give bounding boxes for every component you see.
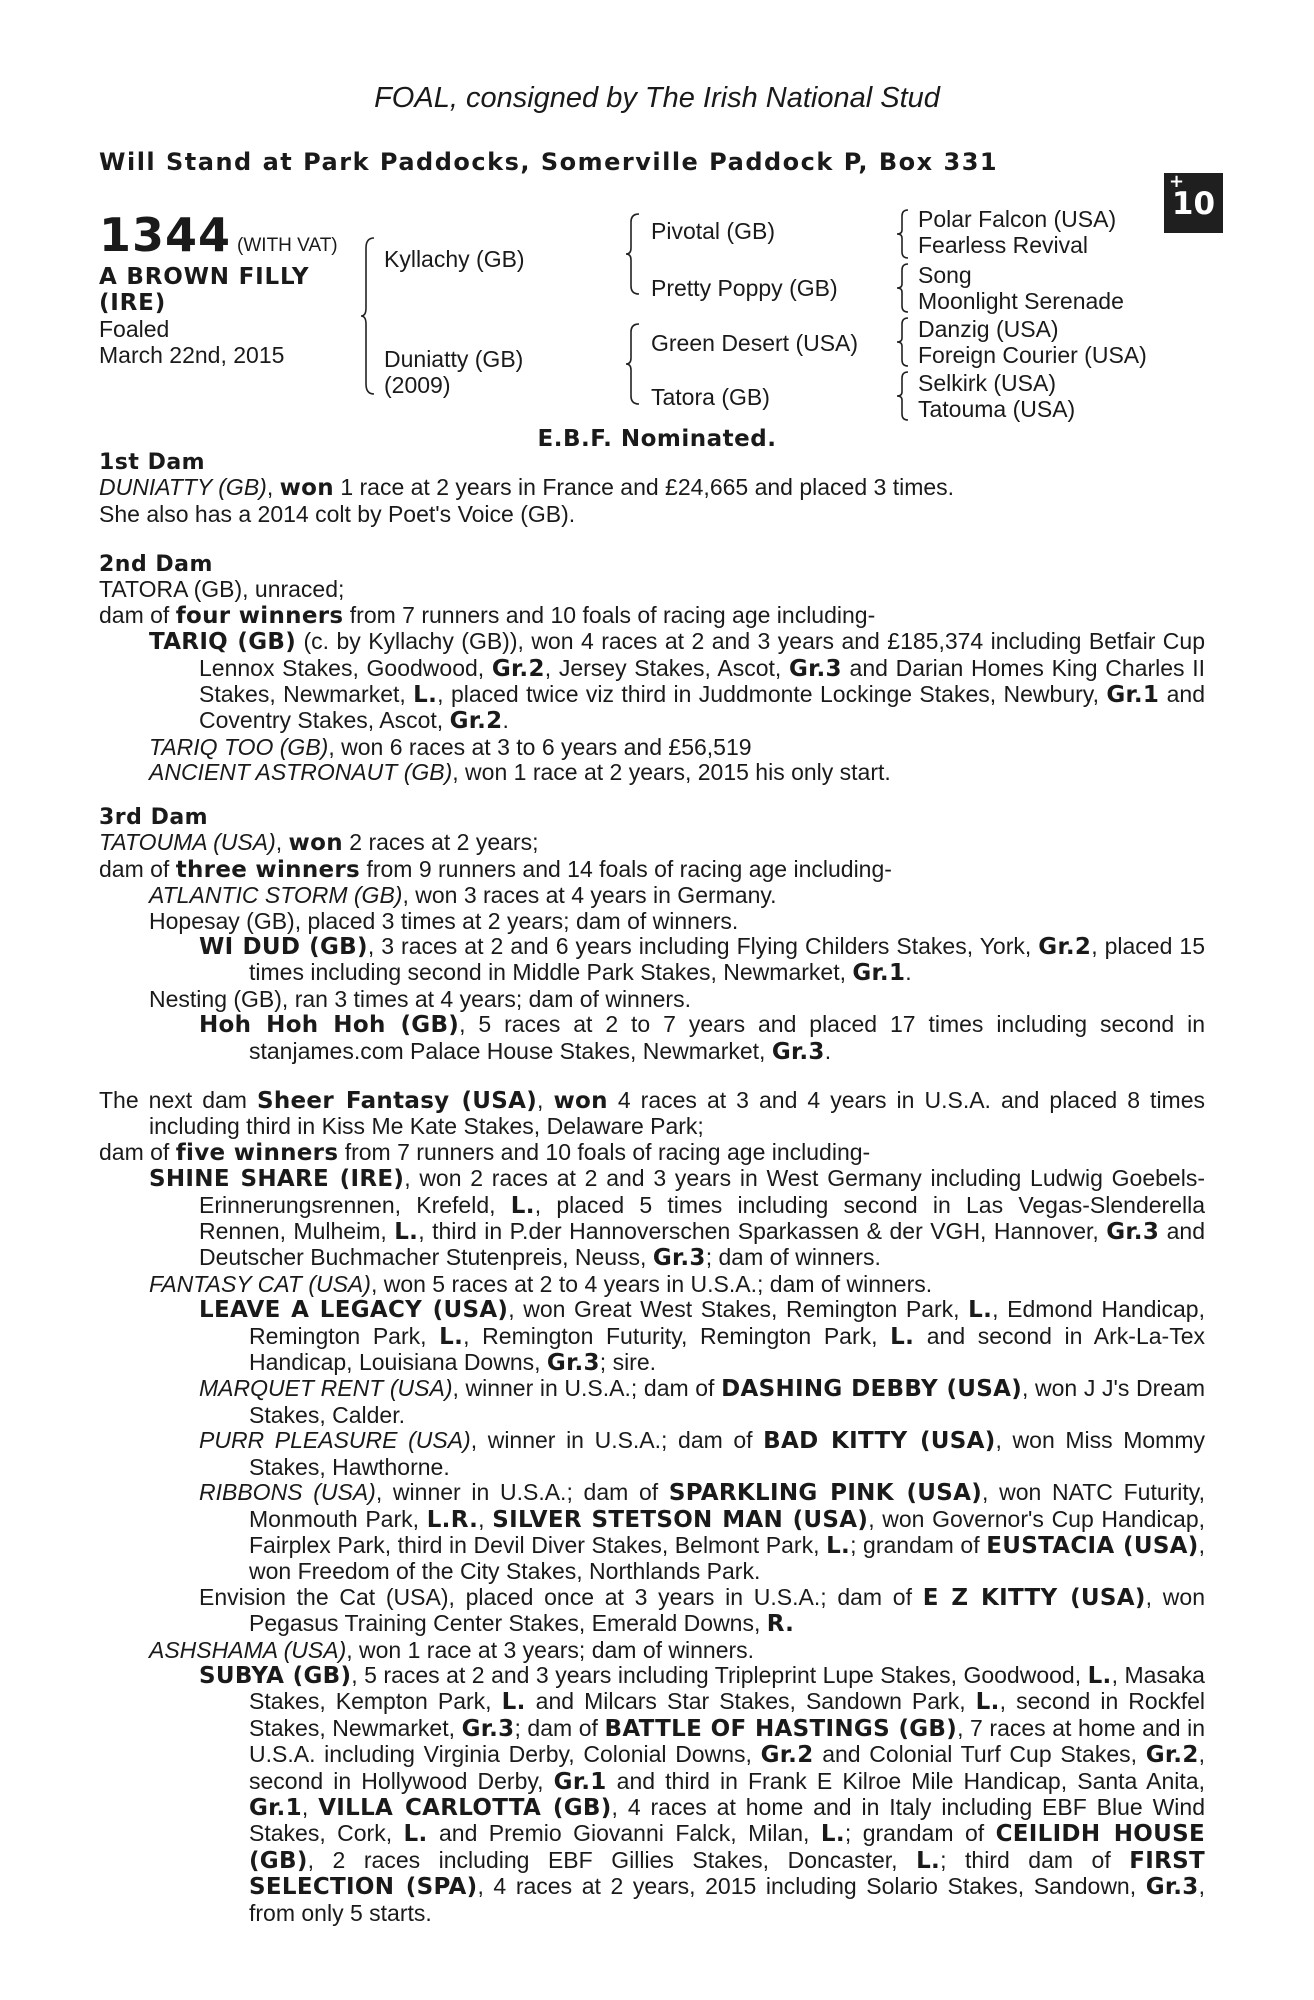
text: and Darian Homes King Charles II Stakes, Newmarket, (199, 654, 1206, 708)
text: ; dam of winners. (705, 1244, 881, 1271)
grade: Gr.3 (1145, 1874, 1199, 1901)
horse-name: CEILIDH HOUSE (GB) (249, 1821, 1205, 1874)
text: ; grandam of (850, 1531, 987, 1558)
grand-8: Tatouma (USA) (918, 396, 1076, 422)
text: , second in Hollywood Derby, (249, 1741, 1206, 1794)
text: and Premio Giovanni Falck, Milan, (427, 1820, 821, 1847)
horse-name: TARIQ (GB) (149, 629, 297, 656)
second-dam-heading: 2nd Dam (99, 552, 213, 577)
text: dam of (99, 601, 176, 628)
text: , placed 15 times including second in Middle Park Stakes, Newmarket, (249, 933, 1205, 986)
text: , Remington Futurity, Remington Park, (463, 1322, 891, 1349)
text: , won J J's Dream Stakes, Calder. (249, 1375, 1206, 1428)
sire-dam: Pretty Poppy (GB) (651, 275, 838, 301)
sex-line-2: (IRE) (99, 290, 167, 316)
lot-number: 1344 (99, 208, 232, 262)
horse-name: BATTLE OF HASTINGS (GB) (604, 1715, 958, 1742)
text: and Coventry Stakes, Ascot, (199, 681, 1205, 734)
text: , 4 races at home and in Italy including EBF Blue Wind Stakes, Cork, (249, 1793, 1205, 1847)
produce-ancient-astronaut (99, 760, 1205, 785)
text: , won 6 races at 3 to 6 years and £56,519 (328, 733, 752, 760)
horse-name: SUBYA (GB) (199, 1662, 352, 1689)
won-label: won (553, 1088, 608, 1114)
produce-ashshama (99, 1638, 1205, 1663)
winners-count: three winners (175, 856, 361, 883)
lot-number-block (99, 208, 338, 262)
pedigree-brace-6 (896, 316, 912, 368)
text: , (301, 1793, 319, 1820)
text: , 5 races at 2 and 3 years including Tripleprint Lupe Stakes, Goodwood, (351, 1661, 1088, 1688)
text: and Deutscher Buchmacher Stutenpreis, Neuss, (199, 1218, 1205, 1271)
horse-name: PURR PLEASURE (USA) (199, 1427, 471, 1454)
won-label: won (288, 830, 343, 857)
sire-name: Kyllachy (GB) (384, 246, 525, 272)
listed-restricted: L.R. (426, 1506, 479, 1533)
third-dam-line-2 (99, 857, 1205, 883)
text: , 3 races at 2 and 6 years including Flying Childers Stakes, York, (367, 933, 1039, 960)
listed: L. (890, 1323, 915, 1350)
first-dam-heading: 1st Dam (99, 450, 206, 475)
listed: L. (394, 1219, 419, 1246)
produce-ribbons (99, 1480, 1205, 1585)
grade: Gr.2 (449, 708, 503, 735)
grand-2: Fearless Revival (918, 232, 1088, 258)
horse-name: ASHSHAMA (USA) (149, 1636, 347, 1663)
text: from 7 runners and 10 foals of racing age including- (338, 1138, 871, 1165)
pedigree-brace-4 (896, 208, 912, 260)
text: , placed 5 times including second in Las Vegas-Slenderella Rennen, Mulheim, (199, 1191, 1205, 1245)
produce-shine-share (99, 1166, 1205, 1272)
produce-tariq-too (99, 735, 1205, 760)
text: , from only 5 starts. (249, 1873, 1205, 1926)
grade: Gr.1 (1106, 682, 1160, 709)
listed: L. (510, 1192, 535, 1219)
listed: L. (975, 1689, 1000, 1716)
first-dam-line-2: She also has a 2014 colt by Poet's Voice (GB). (99, 500, 576, 527)
pedigree-brace-2 (625, 212, 645, 296)
produce-hoh-hoh-hoh (99, 1012, 1205, 1065)
horse-name: FIRST SELECTION (SPA) (249, 1847, 1205, 1901)
produce-nesting: Nesting (GB), ran 3 times at 4 years; dam of winners. (149, 985, 691, 1012)
horse-name: WI DUD (GB) (199, 934, 368, 961)
grand-1: Polar Falcon (USA) (918, 206, 1117, 232)
text: , won Miss Mommy Stakes, Hawthorne. (249, 1427, 1205, 1480)
grade: Gr.2 (491, 655, 545, 682)
grade: Gr.3 (652, 1245, 706, 1272)
foaled-label: Foaled (99, 316, 170, 342)
foaled-date: March 22nd, 2015 (99, 342, 285, 368)
text: 4 races at 3 and 4 years in U.S.A. and placed 8 times including third in Kiss Me Kate Stakes, Delaware Park; (149, 1087, 1206, 1140)
pedigree-brace-7 (896, 370, 912, 422)
text: , won Great West Stakes, Remington Park, (508, 1296, 969, 1323)
text: dam of (99, 1138, 176, 1165)
text: and second in Ark-La-Tex Handicap, Louisiana Downs, (249, 1322, 1205, 1376)
third-dam-line-1 (99, 830, 1205, 856)
lot-description (99, 264, 309, 368)
grand-4: Moonlight Serenade (918, 288, 1124, 314)
ebf-nominated: E.B.F. Nominated. (537, 426, 777, 452)
produce-tariq (99, 629, 1205, 735)
text: , third in P.der Hannoverschen Sparkassen & der VGH, Hannover, (418, 1218, 1107, 1245)
horse-name: LEAVE A LEGACY (USA) (199, 1297, 509, 1324)
text: ; third dam of (940, 1846, 1130, 1873)
produce-subya (99, 1663, 1205, 1926)
horse-name: TARIQ TOO (GB) (149, 733, 329, 760)
text: dam of (99, 855, 176, 882)
text: ; dam of (514, 1714, 605, 1741)
horse-name: VILLA CARLOTTA (GB) (318, 1794, 612, 1821)
horse-name: EUSTACIA (USA) (986, 1532, 1199, 1559)
text: , won 1 race at 2 years, 2015 his only start. (452, 759, 891, 786)
grand-5: Danzig (USA) (918, 316, 1059, 342)
text: ; sire. (599, 1349, 657, 1376)
listed: L. (826, 1532, 851, 1559)
restricted: R. (766, 1611, 795, 1638)
badge-plus: + (1169, 171, 1185, 192)
winners-count: four winners (175, 602, 344, 629)
race-record: 1 race at 2 years in France and £24,665 and placed 3 times. (333, 474, 955, 501)
text: , Jersey Stakes, Ascot, (544, 654, 789, 681)
produce-wi-dud (99, 934, 1205, 987)
grade: Gr.3 (546, 1350, 600, 1377)
text: . (824, 1037, 832, 1064)
horse-name: MARQUET RENT (USA) (199, 1375, 453, 1402)
first-dam-section (99, 450, 1205, 527)
listed: L. (403, 1821, 428, 1848)
text: , won Freedom of the City Stakes, Northlands Park. (249, 1531, 1205, 1585)
horse-name: ANCIENT ASTRONAUT (GB) (149, 759, 453, 786)
produce-purr-pleasure (99, 1428, 1205, 1480)
text: , 2 races including EBF Gillies Stakes, Doncaster, (307, 1846, 917, 1873)
dam-name: DUNIATTY (GB) (99, 474, 267, 501)
text: , winner in U.S.A.; dam of (452, 1375, 722, 1402)
produce-leave-a-legacy (99, 1297, 1205, 1376)
text: Envision the Cat (USA), placed once at 3 years in U.S.A.; dam of (199, 1583, 923, 1610)
text: and Milcars Star Stakes, Sandown Park, (525, 1688, 976, 1715)
text: from 7 runners and 10 foals of racing age including- (343, 601, 876, 628)
second-dam-section (99, 552, 1205, 786)
dam-dam: Tatora (GB) (651, 384, 770, 410)
text: , winner in U.S.A.; dam of (375, 1479, 669, 1506)
pedigree-brace-1 (360, 236, 380, 396)
winners-count: five winners (175, 1139, 339, 1166)
catalogue-heading: FOAL, consigned by The Irish National Stud (374, 82, 940, 114)
next-dam-section (99, 1088, 1205, 1926)
listed: L. (1087, 1662, 1112, 1689)
horse-name: Hoh Hoh Hoh (GB) (199, 1012, 460, 1039)
text: , won 2 races at 2 and 3 years in West Germany including Ludwig Goebels-Erinnerungsrennen, Krefeld, (199, 1165, 1205, 1218)
dam-name: Duniatty (GB) (384, 346, 524, 372)
horse-name: SPARKLING PINK (USA) (668, 1480, 983, 1507)
text: , 4 races at 2 years, 2015 including Solario Stakes, Sandown, (477, 1873, 1146, 1900)
sire-sire: Pivotal (GB) (651, 218, 775, 244)
listed: L. (916, 1847, 941, 1874)
horse-name: RIBBONS (USA) (199, 1479, 376, 1506)
listed: L. (439, 1323, 464, 1350)
grade: Gr.3 (771, 1038, 825, 1065)
sep: , (266, 474, 280, 501)
vat-note: (WITH VAT) (237, 235, 338, 256)
text: , won 5 races at 2 to 4 years in U.S.A.; dam of winners. (370, 1270, 933, 1297)
grand-3: Song (918, 262, 972, 288)
text: , won Governor's Cup Handicap, Fairplex Park, third in Devil Diver Stakes, Belmont Park, (249, 1505, 1206, 1558)
horse-name: SILVER STETSON MAN (USA) (492, 1506, 869, 1533)
listed: L. (413, 682, 438, 709)
grand-6: Foreign Courier (USA) (918, 342, 1147, 368)
text: . (502, 707, 509, 734)
grade: Gr.1 (852, 960, 906, 987)
produce-fantasy-cat (99, 1272, 1205, 1297)
grade: Gr.2 (760, 1742, 814, 1769)
text: and Colonial Turf Cup Stakes, (813, 1741, 1146, 1768)
stand-location: Will Stand at Park Paddocks, Somerville Paddock P, Box 331 (99, 148, 999, 176)
horse-name: SHINE SHARE (IRE) (149, 1166, 405, 1193)
pedigree-brace-5 (896, 262, 912, 314)
grade: Gr.1 (249, 1794, 302, 1821)
produce-atlantic-storm (99, 883, 1205, 908)
sep: , (275, 829, 289, 856)
text: , second in Rockfel Stakes, Newmarket, (249, 1688, 1205, 1741)
horse-name: FANTASY CAT (USA) (149, 1270, 371, 1297)
second-dam-line-1: TATORA (GB), unraced; (99, 576, 345, 603)
dam-name: Sheer Fantasy (USA) (256, 1088, 538, 1114)
text: , winner in U.S.A.; dam of (470, 1427, 764, 1454)
grand-7: Selkirk (USA) (918, 370, 1057, 396)
text: , 5 races at 2 to 7 years and placed 17 times including second in stanjames.com Palace House Stakes, Newmarket, (249, 1011, 1205, 1064)
text: , won NATC Futurity, Monmouth Park, (249, 1479, 1205, 1532)
listed: L. (820, 1821, 845, 1848)
third-dam-section (99, 805, 1205, 1065)
text: , Edmond Handicap, Remington Park, (249, 1296, 1205, 1349)
text: . (905, 959, 912, 986)
grade: Gr.1 (553, 1768, 607, 1795)
horse-name: ATLANTIC STORM (GB) (149, 882, 403, 909)
text: , won 3 races at 4 years in Germany. (402, 882, 777, 909)
dam-name: TATOUMA (USA) (99, 829, 276, 856)
sex-line-1: A BROWN FILLY (99, 264, 310, 290)
pedigree-brace-3 (625, 322, 645, 406)
text: , 7 races at home and in U.S.A. including Virginia Derby, Colonial Downs, (249, 1714, 1205, 1768)
text: and third in Frank E Kilroe Mile Handicap, Santa Anita, (606, 1767, 1205, 1794)
horse-name: BAD KITTY (USA) (763, 1428, 996, 1455)
grade: Gr.3 (788, 655, 842, 682)
second-dam-line-2 (99, 603, 1205, 629)
horse-name: E Z KITTY (USA) (922, 1584, 1146, 1611)
listed: L. (968, 1297, 993, 1324)
grade: Gr.3 (1106, 1219, 1160, 1246)
text: , won 1 race at 3 years; dam of winners. (346, 1636, 755, 1663)
dam-sire: Green Desert (USA) (651, 330, 859, 356)
produce-marquet-rent (99, 1376, 1205, 1428)
next-dam-winners (99, 1140, 1205, 1166)
text: ; grandam of (844, 1820, 996, 1847)
dam-year: (2009) (384, 372, 451, 398)
badge-number: 10 (1171, 186, 1216, 222)
text: , (478, 1505, 493, 1532)
first-dam-line-1 (99, 475, 1205, 501)
grade: Gr.3 (461, 1715, 515, 1742)
listed: L. (501, 1689, 526, 1716)
text: , placed twice viz third in Juddmonte Lockinge Stakes, Newbury, (437, 681, 1107, 708)
text: from 9 runners and 14 foals of racing age including- (360, 855, 892, 882)
text: , Masaka Stakes, Kempton Park, (249, 1661, 1205, 1715)
third-dam-heading: 3rd Dam (99, 805, 209, 830)
horse-name: DASHING DEBBY (USA) (721, 1376, 1023, 1403)
produce-hopesay: Hopesay (GB), placed 3 times at 2 years; dam of winners. (149, 907, 739, 934)
text: 2 races at 2 years; (342, 829, 539, 856)
text: (c. by Kyllachy (GB)), won 4 races at 2 and 3 years and £185,374 including Betfair Cup Lennox Stakes, Goodwood, (199, 628, 1205, 681)
grade: Gr.2 (1038, 934, 1092, 961)
next-dam-intro (99, 1088, 1205, 1140)
grade: Gr.2 (1145, 1742, 1199, 1769)
produce-envision-the-cat (99, 1585, 1205, 1638)
text: , won Pegasus Training Center Stakes, Emerald Downs, (249, 1583, 1205, 1637)
lot-badge (1164, 173, 1223, 233)
sep: , (537, 1087, 554, 1113)
won-label: won (279, 475, 334, 502)
text: The next dam (99, 1087, 257, 1113)
